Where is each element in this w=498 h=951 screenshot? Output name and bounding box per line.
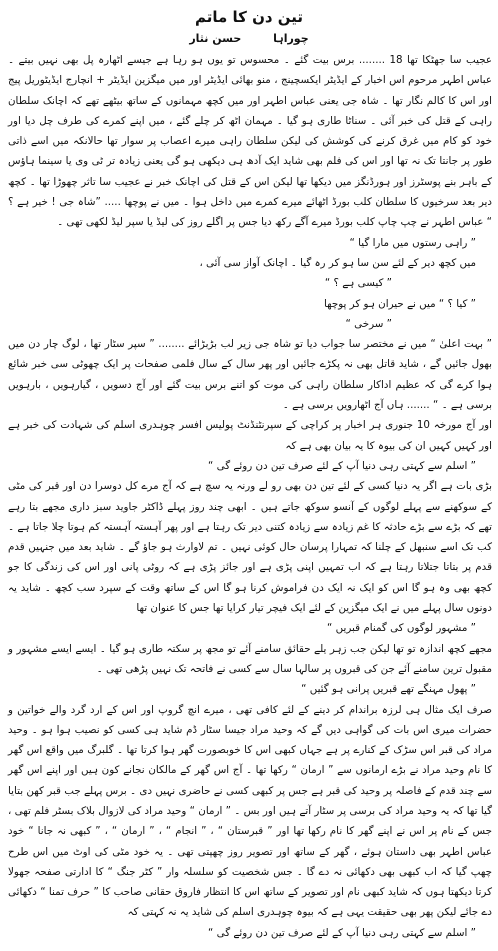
article-body bbox=[0, 50, 498, 943]
byline bbox=[0, 30, 498, 48]
column-name: چوراہا bbox=[273, 32, 309, 45]
paragraph: میں کچھ دیر کے لئے سن سا ہو کر رہ گیا ۔ اچانک آواز سی آئی ، bbox=[199, 256, 476, 269]
author-name: حسن نثار bbox=[189, 32, 242, 45]
quote-closing: ” اسلم سے کہتی رہی دنیا آپ کے لئے صرف تین دن روئے گی “ bbox=[208, 926, 476, 939]
paragraph: اور آج مورخہ 10 جنوری ہر اخبار پر کراچی کے سپرنٹنڈنٹ پولیس افسر چوہدری اسلم کی شہادت کی خبر ہے اور کہیں کہیں ان کی بیوہ کا یہ بیان بھی ہے کہ bbox=[8, 419, 493, 452]
quote-headline: ” راہی رستوں میں مارا گیا “ bbox=[349, 236, 476, 249]
quote-verse: ” پھول مہنگے تھے قبریں پرانی ہو گئیں “ bbox=[301, 683, 476, 696]
quote-widow: ” اسلم سے کہتی رہی دنیا آپ کے لئے صرف تین دن روئے گی “ bbox=[208, 459, 476, 472]
column-title: تین دن کا ماتم bbox=[194, 8, 304, 26]
paragraph: عجیب سا جھٹکا تھا 18 ........ برس بیت گئے ۔ محسوس تو یوں ہو رہا ہے جیسے اٹھارہ پل بھی نہیں بیتے ۔ عباس اطہر مرحوم اس اخبار کے ایڈیٹر ایکسچینج ، منو بھائی ایڈیٹر اور میں میگزین ایڈیٹر + انچارج ایڈیٹوریل پیج اور اس کا کالم نگار تھا ۔ شاہ جی یعنی عباس اطہر اور میں کچھ مہمانوں کے ساتھ بیٹھے تھے کہ اچانک سلطان راہی کے قتل کی خبر آئی ۔ سناٹا طاری ہو گیا ۔ مہمان اٹھ کر چلے گئے ، میں اپنے کمرے کی طرف چل دیا اور خود کو کام میں غرق کرنے کی کوشش کی لیکن سلطان راہی میرے اعصاب پر سوار تھا حالانکہ میں اسے ذاتی طور پر جانتا تک نہ تھا اور اس کی فلم بھی شاید ایک آدھ ہی دیکھی ہو گی یعنی زیادہ تر ٹی وی یا سینما ہاؤس کے باہر بنے پوسٹرز اور ہورڈنگز میں دیکھا تھا لیکن اس کے قتل کی اچانک خبر نے عجیب سا تاثر چھوڑا تھا ۔ کچھ دیر بعد سرخیوں کا سلطان کلب بورڈ اٹھائے میرے کمرے میں داخل ہوا ۔ میں نے پوچھا ..... ”شاہ جی ! خیر ہے ؟ “ عباس اطہر نے چپ چاپ کلب بورڈ میرے آگے رکھ دیا جس پر اگلے روز کی لیڈ یا سپر لیڈ لکھی تھی ۔ bbox=[8, 54, 492, 229]
dialogue-line: ” کیا ؟ “ میں نے حیران ہو کر پوچھا bbox=[323, 297, 476, 310]
paragraph: مجھے کچھ اندازہ تو تھا لیکن جب زہر یلے حقائق سامنے آئے تو مجھ پر سکتہ طاری ہو گیا ۔ ایسے ایسے مشہور و مقبول ترین سامنے آئے جن کی قبروں پر سالہا سال سے کسی نے فاتحہ تک نہیں پڑھی تھی ۔ bbox=[8, 642, 492, 675]
dialogue-line: ” کیسی ہے ؟ “ bbox=[324, 277, 392, 290]
paragraph: بڑی بات ہے اگر یہ دنیا کسی کے لئے تین دن بھی رو لے ورنہ یہ سچ ہے کہ آج مرے کل دوسرا دن اور قبر کی مٹی کے سوکھنے سے پہلے لوگوں کے آنسو سوکھ جاتے ہیں ۔ ابھی چند روز پہلے ڈاکٹر جاوید سبز داری مجھے بتا رہے تھے کہ بڑے سے بڑے حادثہ کا غم زیادہ سے زیادہ کتنی دیر تک رہتا ہے اور پھر آہستہ آہستہ کم ہوتا چلا جاتا ہے ۔ کب تک اسے سنبھل کے چلنا کہ تمہارا پرسان حال کوئی نہیں ۔ تم لاوارث ہو جاؤ گے ۔ شاید بعد میں جنہیں قدم قدم پر بتاتا جتلاتا رہتا ہے کہ اب تمہیں اپنی پڑی ہے اور جائز پڑی ہے کہ روٹی پانی اور اس کی زندگی کا جو کچھ بھی وہ ہو گا اس کو ایک نہ ایک دن فراموش کرنا ہو گا اس کے ساتھ وقت کے سپرد سب کچھ ۔ شاید یہ دونوں سال پہلے میں نے ایک میگزین کے لئے ایک فیچر تیار کرایا تھا جس کا عنوان تھا bbox=[8, 480, 492, 615]
quote-feature-title: ” مشہور لوگوں کی گمنام قبریں “ bbox=[327, 622, 476, 635]
paragraph: ” بہت اعلیٰ “ میں نے مختصر سا جواب دیا تو شاہ جی زیر لب بڑبڑائے ........ ” سپر سٹار تھا ، لوگ چار دن میں بھول جائیں گے ، شاید قاتل بھی نہ پکڑے جائیں اور پھر سال کے سال فلمی صفحات پر ایک چھوٹی سی خبر شائع ہوا کرے گی کہ عظیم اداکار سلطان راہی کی موت کو اتنے برس بیت گئے اور آج دسویں ، گیارہویں ، بارہویں برسی ہے ۔ “ ....... ہاں آج اٹھارویں برسی ہے ۔ bbox=[8, 338, 492, 412]
dialogue-line: ” سرخی “ bbox=[345, 317, 392, 330]
paragraph: صرف ایک مثال ہی لرزہ براندام کر دینے کے لئے کافی تھی ، میرے انچ گروپ اور اس کے ارد گرد والے خواتین و حضرات میری اس بات کی گواہی دیں گے کہ وحید مراد جیسا سٹار ڈم شاید ہی کسی کو نصیب ہوا ہو ۔ وحید مراد کی قبر اس سڑک کے کنارے پر ہے جہاں کبھی اس کا خوبصورت گھر ہوا کرتا تھا ۔ گلبرگ میں واقع اس گھر کا نام وحید مراد نے بڑے ارمانوں سے ” ارمان “ رکھا تھا ۔ آج اس گھر کے مالکان نجانے کون ہیں اور اپنے اس گھر سے چند قدم کے فاصلہ پر وحید کی قبر ہے جس پر کبھی کسی نے حاضری نہیں دی ۔ برس پہلے جب قبر کھن بتایا گیا تھا کہ یہ وحید مراد کی برسی پر سٹار آتے ہیں اور بس ۔ ” ارمان “ وحید مراد کی لازوال بلاک بسٹر فلم تھی ، جس کے نام پر اس نے اپنے گھر کا نام رکھا تھا اور ” قبرستان “ ، ” انجام “ ، ” ارمان “ ، ” کبھی نہ جانا “ خود عباس اطہر بھی داستان ہوئے ، گھر کے ساتھ اور تصویر روز چھپتی تھی ۔ یہ خود مٹی کی اوٹ میں اس طرح چھپ گیا کہ اب کبھی بھی دکھائی نہ دے گا ۔ جس شخصیت کو سلسلہ وار ” کٹر جنگ “ کا ادارتی صفحہ جھولا کرتا دیکھتا ہوں کہ شاید کبھی نام اور تصویر کے ساتھ اس کا انتظار فاروق حقانی صاحب کا ” حرف تمنا “ دکھائی دے جائے لیکن پھر بھی حقیقت یہی ہے کہ بیوہ چوہدری اسلم کی شاید یہ نہ کہتی کہ bbox=[8, 703, 492, 919]
